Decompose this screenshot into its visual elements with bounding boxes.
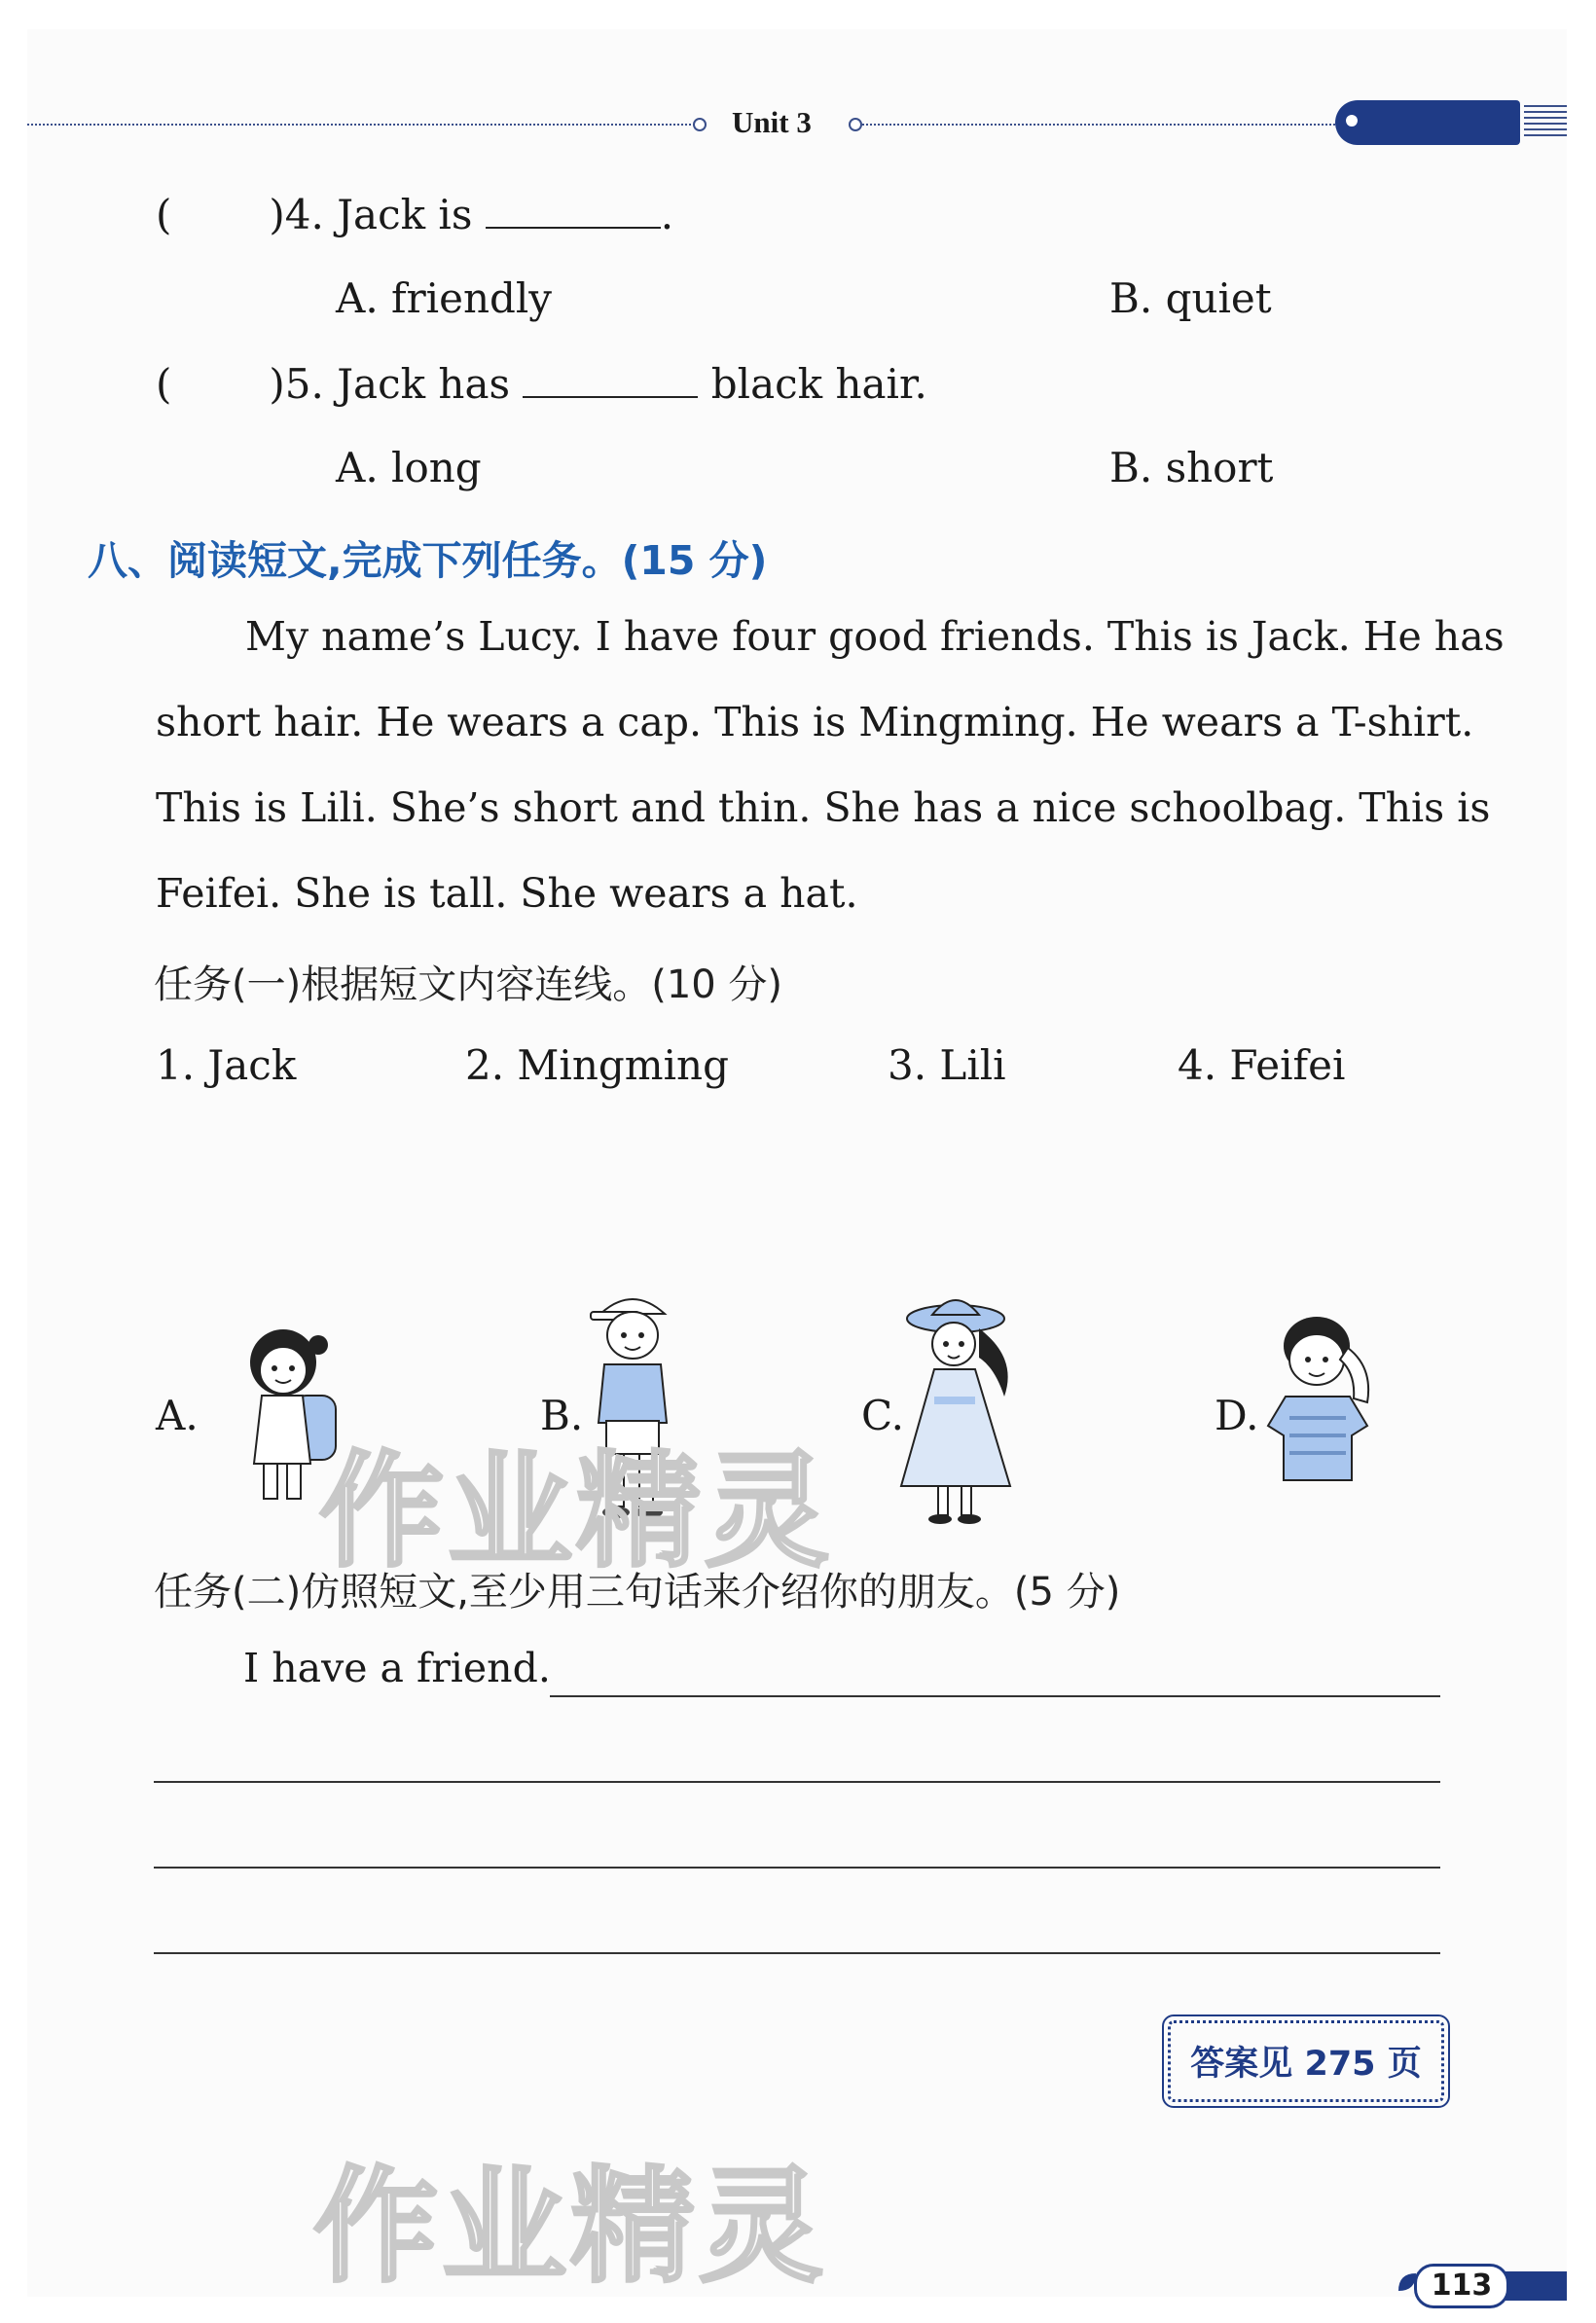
name-jack[interactable]: 1. Jack — [156, 1041, 297, 1089]
header-rule-circle-right — [849, 118, 862, 131]
page-number-badge — [1396, 2264, 1567, 2305]
passage-line-4: Feifei. She is tall. She wears a hat. — [156, 870, 858, 917]
page-number: 113 — [1414, 2264, 1509, 2308]
picture-label-a: A. — [156, 1392, 199, 1439]
picture-label-c: C. — [861, 1392, 904, 1439]
task-2-prompt: I have a friend. — [243, 1645, 551, 1691]
option-b[interactable]: B. quiet — [1109, 274, 1272, 322]
unit-title: Unit 3 — [732, 105, 812, 139]
task-1-title: 任务(一)根据短文内容连线。(10 分) — [154, 962, 783, 1007]
boy-in-tshirt-illustration[interactable] — [1260, 1309, 1387, 1504]
question-stem: Jack is — [337, 191, 473, 238]
question-number: 4. — [284, 191, 324, 238]
header-stripes — [1524, 105, 1567, 140]
question-stem-end: . — [660, 191, 674, 238]
page-number-bar — [1505, 2271, 1567, 2301]
fill-blank[interactable] — [523, 395, 698, 398]
writing-line-2[interactable] — [154, 1781, 1440, 1783]
question-stem-end: black hair. — [710, 360, 927, 408]
option-a[interactable]: A. long — [336, 444, 482, 491]
answer-paren-open[interactable]: ( — [156, 360, 172, 408]
watermark-text-bottom: 作业精灵 — [313, 2155, 828, 2300]
answer-reference-box — [1168, 2020, 1444, 2102]
picture-label-b: B. — [540, 1392, 584, 1439]
fill-blank[interactable] — [486, 226, 661, 229]
passage-line-3: This is Lili. She’s short and thin. She has a nice schoolbag. This is — [156, 784, 1491, 831]
name-mingming[interactable]: 2. Mingming — [465, 1041, 729, 1089]
header-rule-circle-left — [693, 118, 707, 131]
name-feifei[interactable]: 4. Feifei — [1178, 1041, 1346, 1089]
option-b[interactable]: B. short — [1109, 444, 1274, 491]
question-5 — [156, 360, 927, 408]
question-4 — [156, 191, 673, 238]
picture-label-d: D. — [1215, 1392, 1259, 1439]
header-tab-dot — [1346, 115, 1358, 127]
writing-line-4[interactable] — [154, 1952, 1440, 1954]
name-lili[interactable]: 3. Lili — [888, 1041, 1006, 1089]
answer-paren-close: ) — [269, 360, 285, 408]
girl-with-hat-illustration[interactable] — [895, 1289, 1032, 1533]
task-2-title: 任务(二)仿照短文,至少用三句话来介绍你的朋友。(5 分) — [154, 1570, 1121, 1615]
header-rule-right — [862, 124, 1339, 126]
section-title: 八、阅读短文,完成下列任务。(15 分) — [88, 537, 768, 584]
header-rule-left — [27, 124, 699, 126]
passage-line-2: short hair. He wears a cap. This is Mingming. He wears a T-shirt. — [156, 699, 1474, 745]
writing-line-1[interactable] — [550, 1695, 1440, 1697]
option-a[interactable]: A. friendly — [336, 274, 553, 322]
passage-line-1: My name’s Lucy. I have four good friends. This is Jack. He has — [245, 613, 1505, 660]
watermark-text: 作业精灵 — [319, 1439, 834, 1584]
answer-paren-close: ) — [269, 191, 285, 238]
header-tab — [1335, 100, 1520, 145]
answer-paren-open[interactable]: ( — [156, 191, 172, 238]
question-number: 5. — [284, 360, 324, 408]
answer-reference-text: 答案见 275 页 — [1190, 2045, 1422, 2084]
question-stem: Jack has — [337, 360, 511, 408]
writing-line-3[interactable] — [154, 1867, 1440, 1869]
